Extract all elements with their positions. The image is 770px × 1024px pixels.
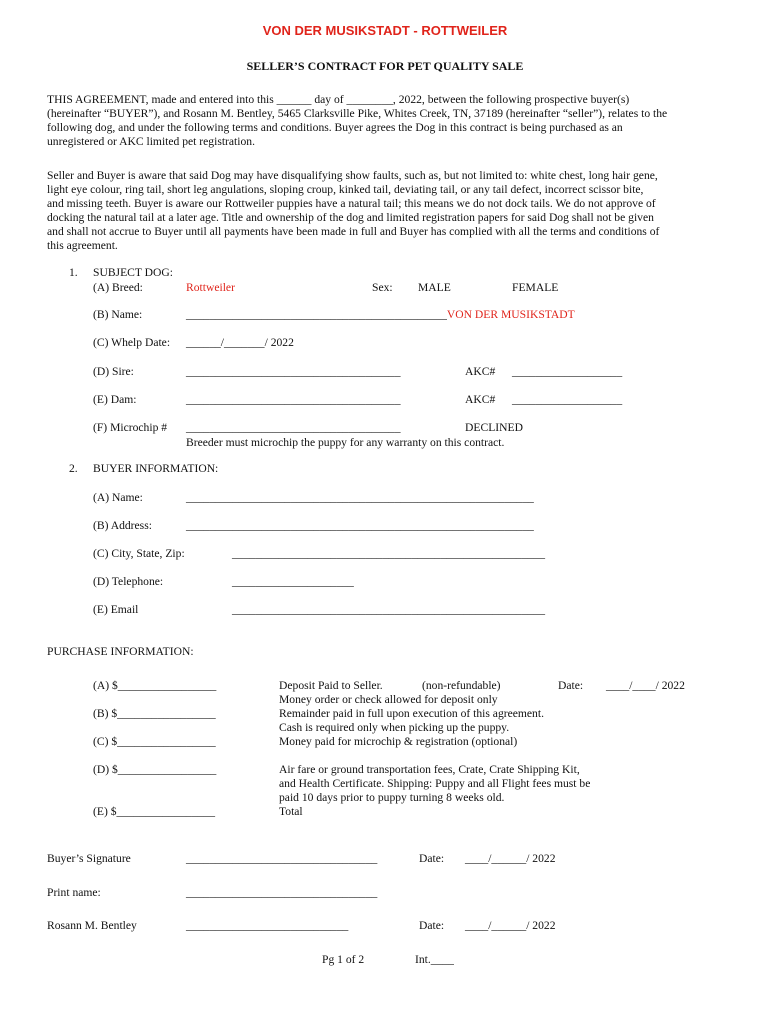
buyer-signature-label: Buyer’s Signature [47,852,131,865]
page-number: Pg 1 of 2 [322,953,365,966]
sire-akc-label: AKC# [465,365,496,378]
sire-field[interactable]: _____________________________________ [186,365,401,378]
intro-line: THIS AGREEMENT, made and entered into this ______ day of ________, 2022, between the following prospective buyer(s) [47,93,630,106]
sex-option-male[interactable]: MALE [418,281,451,294]
shipping-line: Air fare or ground transportation fees, Crate, Crate Shipping Kit, [279,763,580,776]
deposit-note: Money order or check allowed for deposit only [279,693,498,706]
sire-akc-field[interactable]: ___________________ [512,365,623,378]
purchase-e-field[interactable]: (E) $_________________ [93,805,216,818]
dog-name-label: (B) Name: [93,308,143,321]
conditions-line: and shall not accrue to Buyer until all payments have been made in full and Buyer has complied with all the terms and conditions of [47,225,660,238]
purchase-c-field[interactable]: (C) $_________________ [93,735,216,748]
dog-name-field[interactable] [186,308,575,321]
microchip-field[interactable]: _____________________________________ [186,421,401,434]
buyer-address-label: (B) Address: [93,519,152,532]
dam-label: (E) Dam: [93,393,137,406]
remainder-note: Cash is required only when picking up the puppy. [279,721,510,734]
conditions-line: and missing teeth. Buyer is aware our Rottweiler puppies have a natural tail; this means we do not dock tails. We do not approve of [47,197,656,210]
sex-label: Sex: [372,281,393,294]
purchase-a-field[interactable]: (A) $_________________ [93,679,217,692]
purchase-b-field[interactable]: (B) $_________________ [93,707,216,720]
document-title: VON DER MUSIKSTADT - ROTTWEILER [262,23,508,38]
seller-signature-label: Rosann M. Bentley [47,919,137,932]
shipping-line: and Health Certificate. Shipping: Puppy and all Flight fees must be [279,777,591,790]
whelp-date-field[interactable]: ______/_______/ 2022 [186,336,294,349]
purchase-heading: PURCHASE INFORMATION: [47,645,194,658]
seller-sign-date-label: Date: [419,919,445,932]
intro-line: following dog, and under the following terms and conditions. Buyer agrees the Dog in this contract is being purchased as an [47,121,623,134]
buyer-info-heading: BUYER INFORMATION: [93,462,219,475]
buyer-email-label: (E) Email [93,603,139,616]
section-number: 2. [69,462,78,475]
remainder-label: Remainder paid in full upon execution of this agreement. [279,707,544,720]
subject-dog-heading: SUBJECT DOG: [93,266,173,279]
conditions-line: docking the natural tail at a later age. Title and ownership of the dog and limited registration papers for said Dog shall not be given [47,211,654,224]
microchip-note: Breeder must microchip the puppy for any warranty on this contract. [186,436,505,449]
buyer-signature-field[interactable]: _________________________________ [186,852,378,865]
dam-akc-field[interactable]: ___________________ [512,393,623,406]
shipping-line: paid 10 days prior to puppy turning 8 weeks old. [279,791,505,804]
intro-line: unregistered or AKC limited pet registration. [47,135,255,148]
sex-option-female[interactable]: FEMALE [512,281,559,294]
print-name-label: Print name: [47,886,101,899]
buyer-city-label: (C) City, State, Zip: [93,547,185,560]
dam-akc-label: AKC# [465,393,496,406]
buyer-sign-date-field[interactable]: ____/______/ 2022 [465,852,556,865]
dog-name-blank: _____________________________________________ [186,308,447,321]
conditions-line: Seller and Buyer is aware that said Dog may have disqualifying show faults, such as, but not limited to: white chest, long hair gene, [47,169,658,182]
contract-subtitle: SELLER’S CONTRACT FOR PET QUALITY SALE [246,59,524,73]
buyer-email-field[interactable]: ______________________________________________________ [232,603,546,616]
seller-sign-date-field[interactable]: ____/______/ 2022 [465,919,556,932]
breed-value: Rottweiler [186,281,235,294]
buyer-name-label: (A) Name: [93,491,143,504]
buyer-name-field[interactable]: ____________________________________________________________ [186,491,534,504]
initials-field[interactable]: Int.____ [415,953,454,966]
microchip-label: (F) Microchip # [93,421,168,434]
dog-name-value: VON DER MUSIKSTADT [446,308,575,321]
breed-label: (A) Breed: [93,281,143,294]
section-number: 1. [69,266,78,279]
conditions-line: light eye colour, ring tail, short leg angulations, sloping croup, kinked tail, deviating tail, or any tail defect, incorrect scissor bite, [47,183,644,196]
conditions-line: this agreement. [47,239,118,252]
print-name-field[interactable]: _________________________________ [186,886,378,899]
deposit-date-label: Date: [558,679,584,692]
buyer-address-field[interactable]: ____________________________________________________________ [186,519,534,532]
whelp-date-label: (C) Whelp Date: [93,336,171,349]
buyer-sign-date-label: Date: [419,852,445,865]
purchase-d-field[interactable]: (D) $_________________ [93,763,217,776]
buyer-city-field[interactable]: ______________________________________________________ [232,547,546,560]
intro-line: (hereinafter “BUYER”), and Rosann M. Bentley, 5465 Clarksville Pike, Whites Creek, TN, 37189 (hereinafter “seller”), relates to the [47,107,668,120]
buyer-phone-label: (D) Telephone: [93,575,164,588]
deposit-label: Deposit Paid to Seller. [279,679,383,692]
non-refundable-label: (non-refundable) [422,679,501,692]
microchip-declined[interactable]: DECLINED [465,421,523,434]
buyer-phone-field[interactable]: _____________________ [232,575,354,588]
deposit-date-field[interactable]: ____/____/ 2022 [606,679,685,692]
microchip-fee-label: Money paid for microchip & registration (optional) [279,735,518,748]
dam-field[interactable]: _____________________________________ [186,393,401,406]
sire-label: (D) Sire: [93,365,134,378]
total-label: Total [279,805,303,818]
seller-signature-field[interactable]: ____________________________ [186,919,349,932]
